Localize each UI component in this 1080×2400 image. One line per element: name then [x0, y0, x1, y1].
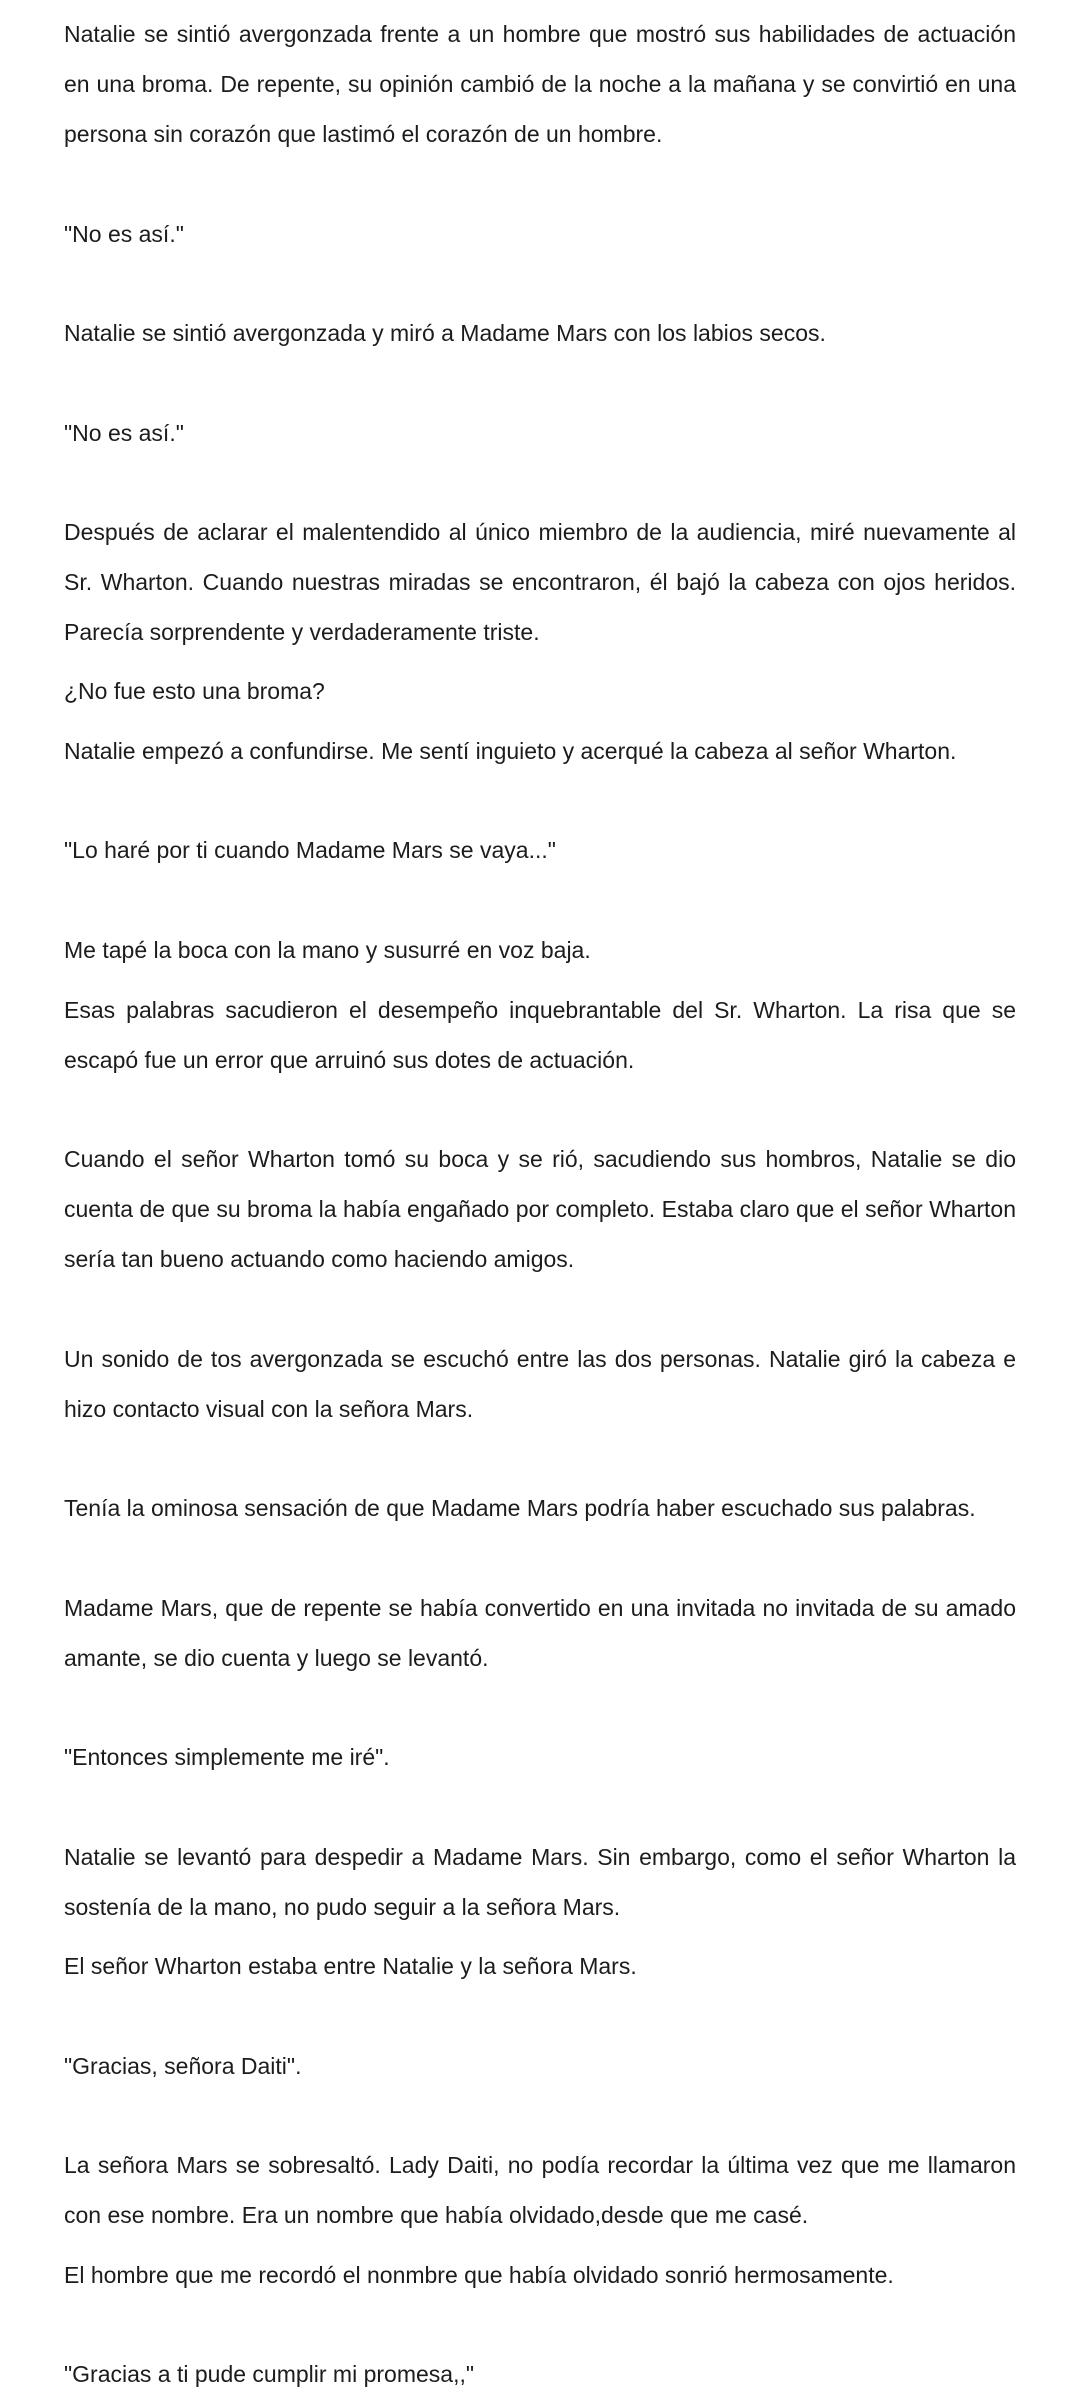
paragraph-12: Un sonido de tos avergonzada se escuchó entre las dos personas. Natalie giró la cabeza e hizo contacto visual con la señora Mars. — [64, 1346, 1016, 1422]
paragraph-19: La señora Mars se sobresaltó. Lady Daiti, no podía recordar la última vez que me llamaron con ese nombre. Era un nombre que había olvidado,desde que me casé. — [64, 2152, 1016, 2228]
paragraph-17: El señor Wharton estaba entre Natalie y la señora Mars. — [64, 1953, 637, 1979]
paragraph-14: Madame Mars, que de repente se había convertido en una invitada no invitada de su amado amante, se dio cuenta y luego se levantó. — [64, 1595, 1016, 1671]
paragraph-11: Cuando el señor Wharton tomó su boca y se rió, sacudiendo sus hombros, Natalie se dio cuenta de que su broma la había engañado por completo. Estaba claro que el señor Wharton sería tan bueno actuando como haciendo amigos. — [64, 1146, 1016, 1272]
paragraph-13: Tenía la ominosa sensación de que Madame Mars podría haber escuchado sus palabras. — [64, 1495, 976, 1521]
paragraph-3: Natalie se sintió avergonzada y miró a Madame Mars con los labios secos. — [64, 320, 826, 346]
paragraph-15: "Entonces simplemente me iré". — [64, 1744, 390, 1770]
paragraph-21: "Gracias a ti pude cumplir mi promesa,," — [64, 2361, 475, 2387]
paragraph-9: Me tapé la boca con la mano y susurré en voz baja. — [64, 937, 591, 963]
paragraph-8: "Lo haré por ti cuando Madame Mars se vaya..." — [64, 837, 556, 863]
paragraph-20: El hombre que me recordó el nonmbre que había olvidado sonrió hermosamente. — [64, 2262, 894, 2288]
paragraph-10: Esas palabras sacudieron el desempeño inquebrantable del Sr. Wharton. La risa que se escapó fue un error que arruinó sus dotes de actuación. — [64, 997, 1016, 1073]
paragraph-7: Natalie empezó a confundirse. Me sentí inguieto y acerqué la cabeza al señor Wharton. — [64, 738, 957, 764]
paragraph-16: Natalie se levantó para despedir a Madame Mars. Sin embargo, como el señor Wharton la sostenía de la mano, no pudo seguir a la señora Mars. — [64, 1844, 1016, 1920]
paragraph-2: "No es así." — [64, 221, 184, 247]
paragraph-6: ¿No fue esto una broma? — [64, 678, 325, 704]
paragraph-18: "Gracias, señora Daiti". — [64, 2053, 302, 2079]
paragraph-5: Después de aclarar el malentendido al único miembro de la audiencia, miré nuevamente al Sr. Wharton. Cuando nuestras miradas se encontraron, él bajó la cabeza con ojos heridos. Parecía sorprendente y verdaderamente triste. — [64, 519, 1016, 645]
paragraph-4: "No es así." — [64, 420, 184, 446]
paragraph-1: Natalie se sintió avergonzada frente a un hombre que mostró sus habilidades de actuación en una broma. De repente, su opinión cambió de la noche a la mañana y se convirtió en una persona sin corazón que lastimó el corazón de un hombre. — [64, 21, 1016, 147]
